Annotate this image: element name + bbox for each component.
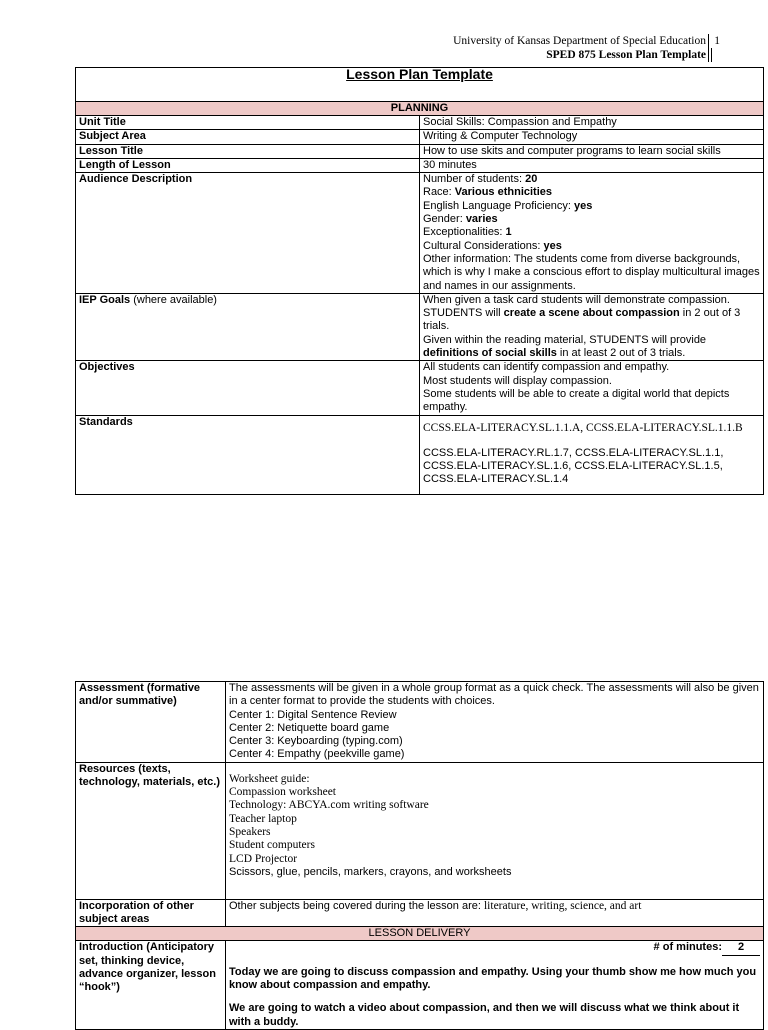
delivery-table (75, 681, 764, 1030)
center-item: Center 4: Empathy (peekville game) (229, 748, 405, 761)
lesson-title-label: Lesson Title (76, 144, 420, 158)
objective-item: Most students will display compassion. (423, 374, 612, 387)
header-course: SPED 875 Lesson Plan Template (546, 48, 712, 62)
planning-section-header: PLANNING (76, 102, 764, 116)
objective-item: Some students will be able to create a digital world that depicts empathy. (423, 387, 730, 414)
subject-area-value: Writing & Computer Technology (420, 130, 764, 144)
page-number: 1 (708, 34, 720, 62)
standards-value (420, 415, 764, 494)
resources-row (76, 762, 764, 899)
assessment-text: The assessments will be given in a whole group format as a quick check. The assessments will also be given in a center format to provide the students with choices. (229, 682, 759, 708)
audience-label: Audience Description (76, 173, 420, 294)
objective-item: All students can identify compassion and empathy. (423, 361, 670, 374)
introduction-paragraph-1: Today we are going to discuss compassion and empathy. Using your thumb show me how much you know about compassion and empathy. (229, 965, 757, 991)
objectives-row (76, 361, 764, 415)
planning-table (75, 67, 764, 495)
lesson-title-value: How to use skits and computer programs to learn social skills (420, 144, 764, 158)
incorporation-row (76, 899, 764, 927)
resource-item: Speakers (229, 825, 271, 838)
resource-item: Student computers (229, 839, 315, 852)
introduction-value (226, 941, 764, 1029)
length-label: Length of Lesson (76, 158, 420, 172)
resources-label: Resources (texts, technology, materials, etc.) (76, 762, 226, 899)
objectives-value (420, 361, 764, 415)
unit-title-label: Unit Title (76, 116, 420, 130)
resource-item: Compassion worksheet (229, 786, 337, 799)
length-row (76, 158, 764, 172)
page-header (453, 34, 720, 62)
header-department: University of Kansas Department of Special Education (453, 35, 706, 47)
introduction-row (76, 941, 764, 1029)
resource-item: Scissors, glue, pencils, markers, crayons, and worksheets (229, 865, 512, 878)
incorporation-value: Other subjects being covered during the lesson are: literature, writing, science, and art (226, 899, 764, 927)
standards-line-2: CCSS.ELA-LITERACY.RL.1.7, CCSS.ELA-LITERACY.SL.1.1, CCSS.ELA-LITERACY.SL.1.6, CCSS.ELA-LITERACY.SL.1.5, CCSS.ELA-LITERACY.SL.1.4 (423, 446, 724, 486)
minutes-field: # of minutes: 2 (229, 941, 760, 955)
subject-area-row (76, 130, 764, 144)
iep-goals-row (76, 293, 764, 360)
standards-line-1: CCSS.ELA-LITERACY.SL.1.1.A, CCSS.ELA-LITERACY.SL.1.1.B (423, 421, 743, 434)
resource-item: Teacher laptop (229, 812, 297, 825)
resource-item: Worksheet guide: (229, 772, 310, 785)
introduction-paragraph-2: We are going to watch a video about compassion, and then we will discuss what we think about it with a buddy. (229, 1002, 740, 1028)
unit-title-row (76, 116, 764, 130)
iep-goals-label: IEP Goals (where available) (76, 293, 420, 360)
objectives-label: Objectives (76, 361, 420, 415)
center-item: Center 1: Digital Sentence Review (229, 708, 397, 721)
lesson-plan-title: Lesson Plan Template (76, 68, 764, 102)
introduction-label: Introduction (Anticipatory set, thinking device, advance organizer, lesson “hook”) (76, 941, 226, 1029)
lesson-delivery-section-header: LESSON DELIVERY (76, 927, 764, 941)
standards-label: Standards (76, 415, 420, 494)
audience-value: Number of students: 20 Race: Various ethnicities English Language Proficiency: yes Gender: varies Exceptionalities: 1 Cultural Considerations: yes Other information: The students come from diverse backgrounds, which is why I make a conscious effort to display multicultural images and names in our assignments. (420, 173, 764, 294)
assessment-label: Assessment (formative and/or summative) (76, 682, 226, 763)
subject-area-label: Subject Area (76, 130, 420, 144)
assessment-value (226, 682, 764, 763)
length-value: 30 minutes (420, 158, 764, 172)
audience-row (76, 173, 764, 294)
incorporation-label: Incorporation of other subject areas (76, 899, 226, 927)
resource-item: LCD Projector (229, 852, 298, 865)
center-item: Center 3: Keyboarding (typing.com) (229, 735, 403, 748)
audience-other-info: Other information: The students come from diverse backgrounds, which is why I make a conscious effort to display multicultural images and names in our assignments. (423, 252, 760, 292)
resources-value (226, 762, 764, 899)
center-item: Center 2: Netiquette board game (229, 721, 390, 734)
iep-goals-value: When given a task card students will demonstrate compassion. STUDENTS will create a scene about compassion in 2 out of 3 trials. Given within the reading material, STUDENTS will provide definitions of social skills in at least 2 out of 3 trials. (420, 293, 764, 360)
lesson-title-row (76, 144, 764, 158)
resource-item: Technology: ABCYA.com writing software (229, 799, 429, 812)
unit-title-value: Social Skills: Compassion and Empathy (420, 116, 764, 130)
standards-row (76, 415, 764, 494)
assessment-row (76, 682, 764, 763)
